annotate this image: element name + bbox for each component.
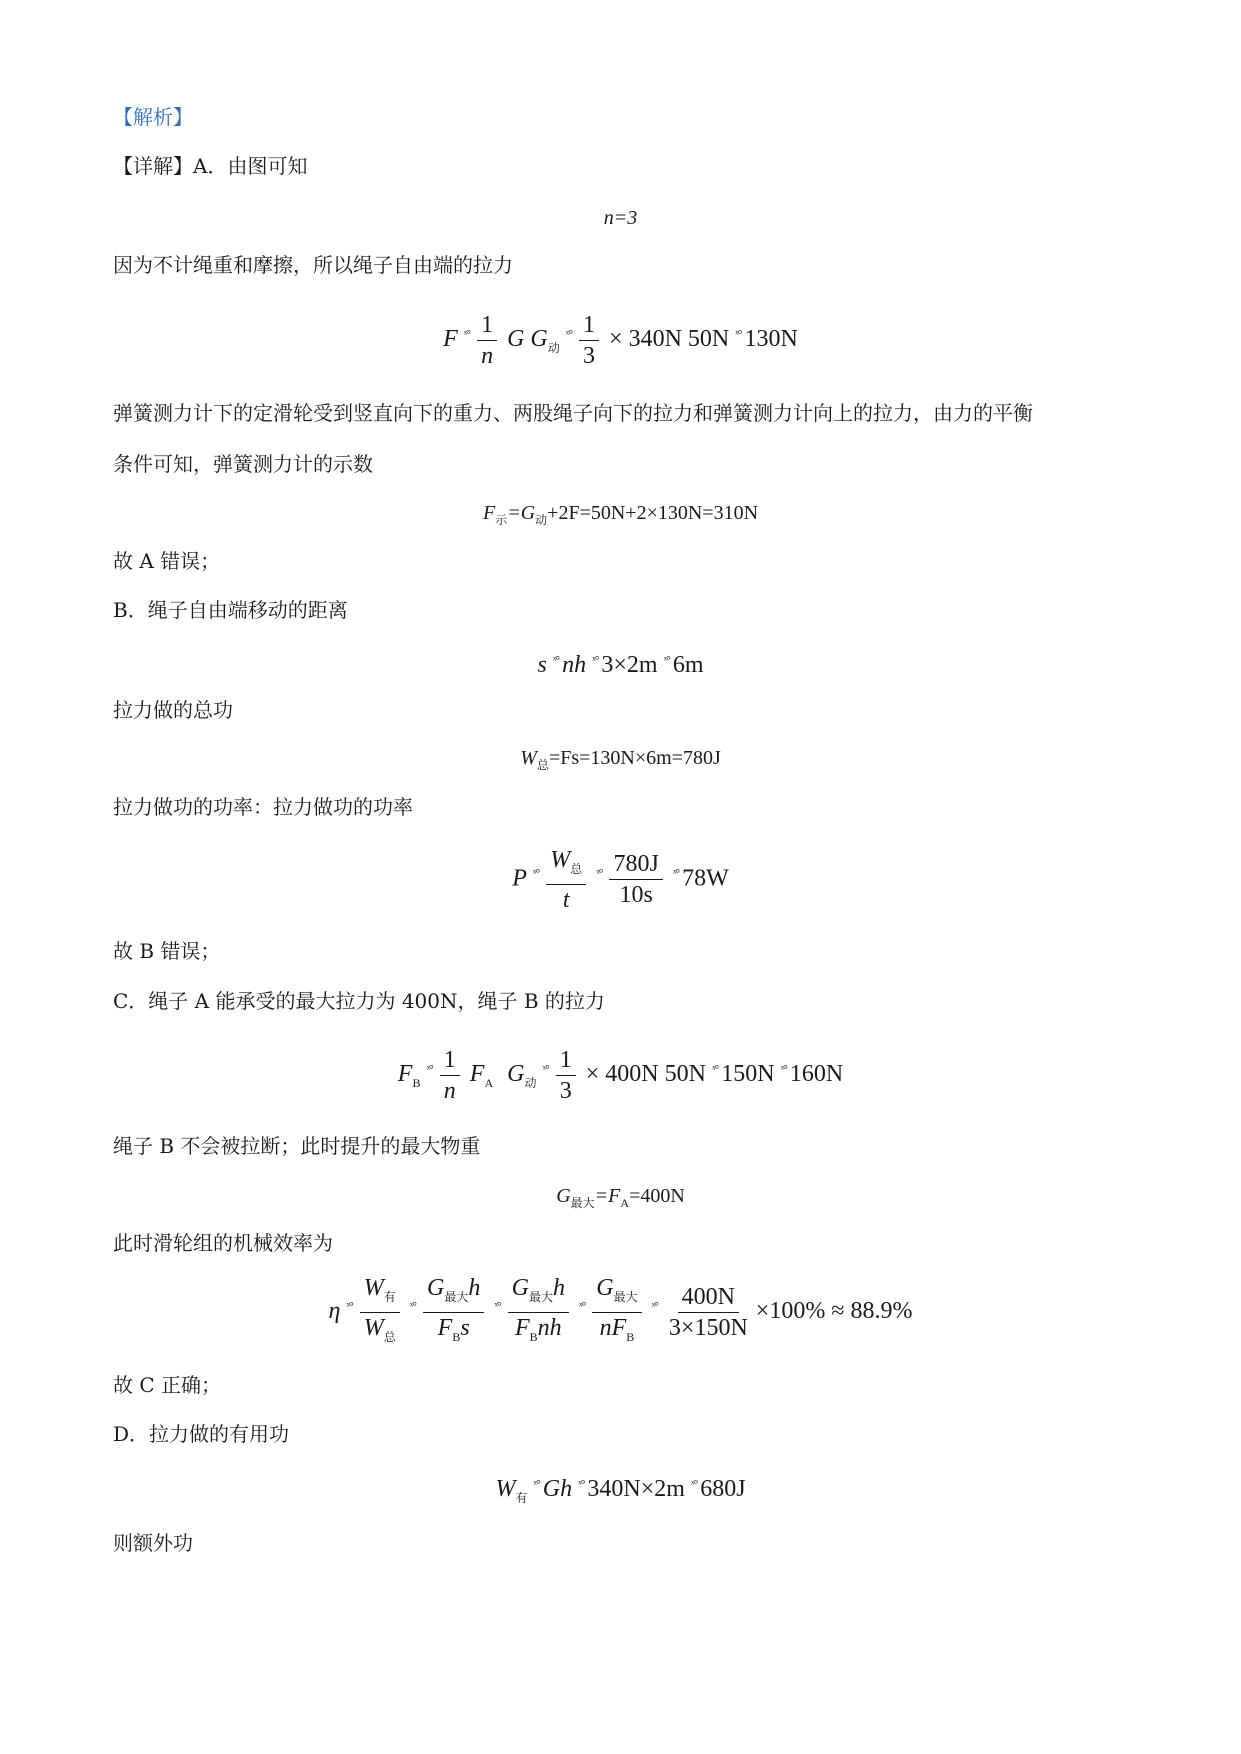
eq-fb-frac1-num: 1 xyxy=(440,1045,460,1076)
text-b2: 拉力做功的功率：拉力做功的功率 xyxy=(113,795,413,819)
eq-gmax xyxy=(0,1183,1241,1216)
analysis-label: 【解析】 xyxy=(113,105,193,129)
eq-eta-f2-num-tail: h xyxy=(468,1275,481,1301)
eq-eta-f3-den-sub: B xyxy=(529,1329,538,1344)
eq-p-mark: ˣ° xyxy=(532,866,540,881)
eq-s-nh: nh xyxy=(562,652,587,678)
eq-fb-r2: 160N xyxy=(789,1061,844,1088)
eq-p-mark2: ˣ° xyxy=(596,866,603,881)
conclusion-a: 故 A 错误； xyxy=(113,549,221,573)
eq-wzong xyxy=(0,745,1241,778)
eq-eta-f1-den: W xyxy=(363,1314,384,1341)
eq-wyou xyxy=(0,1469,1241,1513)
eq-eta-mark5: ˣ° xyxy=(651,1298,658,1313)
eq-f-tail: × 340N 50N xyxy=(609,326,730,353)
eq-fb-frac1 xyxy=(440,1045,460,1106)
text-a1: 因为不计绳重和摩擦，所以绳子自由端的拉力 xyxy=(113,253,513,277)
eq-fshi-eq: =G xyxy=(507,502,536,524)
eq-eta-f2 xyxy=(423,1273,484,1352)
eq-p-frac1-den: t xyxy=(562,886,570,913)
eq-eta-f4-num-sub: 最大 xyxy=(613,1289,638,1304)
eq-n xyxy=(0,205,1241,231)
eq-f-frac1-den: n xyxy=(481,343,494,369)
eq-s-mark2: ˣ° xyxy=(592,653,599,667)
eq-eta-f4-num: G xyxy=(596,1275,614,1301)
eq-wzong-lhs-sub: 总 xyxy=(536,758,549,772)
eq-wyou-mark: ˣ° xyxy=(533,1477,540,1491)
text-c2: 此时滑轮组的机械效率为 xyxy=(113,1231,333,1255)
eq-eta-mark3: ˣ° xyxy=(494,1298,501,1313)
eq-f xyxy=(0,310,1241,371)
eq-eta-f2-num: G xyxy=(426,1275,445,1301)
part-b-intro: B．绳子自由端移动的距离 xyxy=(113,598,348,622)
eq-p-result: 78W xyxy=(682,865,729,892)
eq-eta-f4 xyxy=(592,1273,641,1352)
eq-gmax-f-sub: A xyxy=(620,1196,630,1210)
eq-s-mark3: ˣ° xyxy=(663,653,670,667)
eq-eta-f3-num: G xyxy=(511,1275,529,1301)
eq-eta-f1 xyxy=(360,1273,400,1352)
eq-fb-tail: × 400N 50N xyxy=(585,1061,706,1088)
eq-eta-f4-den-wrap xyxy=(596,1313,639,1352)
eq-wzong-lhs: W xyxy=(520,747,537,769)
eq-f-frac1 xyxy=(477,310,497,371)
eq-gmax-lhs: G xyxy=(556,1185,571,1207)
eq-fb-frac1-den: n xyxy=(443,1078,456,1104)
text-a3: 条件可知，弹簧测力计的示数 xyxy=(113,452,373,476)
eq-fshi-lhs-sub: 示 xyxy=(495,513,508,527)
eq-f-frac1-num: 1 xyxy=(477,310,497,341)
eq-eta-f1-num: W xyxy=(363,1275,384,1301)
eq-fb xyxy=(0,1045,1241,1106)
eq-s-mark: ˣ° xyxy=(552,653,560,667)
part-c-intro: C．绳子 A 能承受的最大拉力为 400N，绳子 B 的拉力 xyxy=(113,989,605,1013)
eq-p-mark3: ˣ° xyxy=(672,866,680,881)
eq-eta-f5 xyxy=(665,1282,752,1343)
eq-fshi-lhs: F xyxy=(482,502,496,524)
eq-eta-f2-den-wrap xyxy=(434,1313,474,1352)
eq-fb-mid-sub: A xyxy=(484,1075,494,1090)
eq-eta-lhs: η xyxy=(328,1297,341,1324)
eq-wyou-mid: 340N×2m xyxy=(587,1476,685,1502)
eq-eta-f3-num-tail: h xyxy=(552,1275,565,1301)
eq-eta-f5-den: 3×150N xyxy=(668,1314,748,1341)
eq-s xyxy=(0,645,1241,680)
eq-f-mid: G G xyxy=(507,326,548,353)
text-a2: 弹簧测力计下的定滑轮受到竖直向下的重力、两股绳子向下的拉力和弹簧测力计向上的拉力，由力的平衡 xyxy=(113,401,1033,425)
eq-eta-f3 xyxy=(508,1273,569,1352)
eq-eta-f1-num-wrap xyxy=(360,1273,400,1313)
eq-p-frac1-num-wrap xyxy=(546,845,586,885)
conclusion-c: 故 C 正确； xyxy=(113,1373,222,1397)
eq-eta-f1-den-wrap xyxy=(360,1313,400,1352)
eq-eta-f4-den-sub: B xyxy=(626,1329,635,1344)
eq-eta-f2-den-tail: s xyxy=(460,1314,470,1341)
eq-eta-f2-num-wrap xyxy=(423,1273,484,1313)
eq-eta-f4-den: nF xyxy=(599,1314,627,1341)
eq-fb-mark4: ˣ° xyxy=(780,1062,787,1077)
eq-wyou-mark3: ˣ° xyxy=(690,1477,698,1491)
detail-line xyxy=(113,153,307,179)
eq-gmax-rest: =400N xyxy=(629,1185,685,1207)
eq-f-mark: ˣ° xyxy=(463,327,471,342)
eq-wyou-mark2: ˣ° xyxy=(578,1477,585,1491)
eq-eta-result: ×100% ≈ 88.9% xyxy=(755,1297,913,1324)
eq-eta-f4-num-wrap xyxy=(592,1273,641,1313)
eq-eta-f3-den: F xyxy=(514,1314,530,1341)
eq-wyou-lhs-sub: 有 xyxy=(515,1490,528,1505)
eq-wyou-result: 680J xyxy=(700,1476,746,1502)
eq-s-result: 6m xyxy=(672,652,704,678)
eq-f-frac2 xyxy=(579,310,599,371)
eq-fb-r1: 150N xyxy=(721,1061,775,1088)
part-d-intro: D．拉力做的有用功 xyxy=(113,1422,290,1446)
eq-f-result: 130N xyxy=(744,326,798,353)
eq-p-frac2-num: 780J xyxy=(609,849,662,880)
eq-gmax-eq: =F xyxy=(594,1185,621,1207)
eq-wyou-gh: Gh xyxy=(542,1476,573,1502)
eq-fb-frac2-num: 1 xyxy=(556,1045,576,1076)
conclusion-b: 故 B 错误； xyxy=(113,939,221,963)
eq-f-lhs: F xyxy=(443,326,458,353)
eq-eta-f3-num-sub: 最大 xyxy=(528,1289,553,1304)
eq-eta-f3-den-wrap xyxy=(511,1313,566,1352)
eq-p-frac2-den: 10s xyxy=(619,882,653,909)
eq-fb-frac2-den: 3 xyxy=(559,1078,572,1104)
part-a-intro: A．由图可知 xyxy=(193,154,308,178)
text-d1: 则额外功 xyxy=(113,1531,193,1555)
eq-fshi-g-sub: 动 xyxy=(535,513,548,527)
eq-f-mid-sub: 动 xyxy=(547,340,560,355)
eq-f-mark2: ˣ° xyxy=(565,327,573,342)
eq-fb-mark: ˣ° xyxy=(426,1062,433,1077)
eq-wyou-lhs: W xyxy=(495,1476,516,1502)
eq-p-frac1 xyxy=(546,845,586,915)
eq-f-frac2-den: 3 xyxy=(583,343,596,369)
eq-p-frac1-num-sub: 总 xyxy=(570,861,583,876)
eq-eta-f5-num: 400N xyxy=(678,1282,739,1313)
eq-n-text: n=3 xyxy=(603,207,638,229)
eq-fshi-rest: +2F=50N+2×130N=310N xyxy=(547,502,759,524)
eq-fb-lhs-sub: B xyxy=(412,1075,421,1090)
eq-gmax-lhs-sub: 最大 xyxy=(570,1196,595,1210)
detail-label: 【详解】 xyxy=(113,154,193,178)
eq-fb-mid: F xyxy=(469,1061,485,1088)
eq-eta-mark2: ˣ° xyxy=(409,1298,416,1313)
eq-fshi xyxy=(0,500,1241,533)
eq-eta-f2-num-sub: 最大 xyxy=(444,1289,469,1304)
eq-eta xyxy=(0,1273,1241,1352)
eq-fb-frac2 xyxy=(556,1045,576,1106)
eq-p-frac1-num: W xyxy=(550,847,571,873)
text-b1: 拉力做的总功 xyxy=(113,698,233,722)
eq-fb-lhs: F xyxy=(397,1061,413,1088)
eq-fb-g-sub: 动 xyxy=(524,1075,537,1090)
eq-eta-f1-num-sub: 有 xyxy=(383,1289,396,1304)
eq-fb-mark3: ˣ° xyxy=(711,1062,719,1077)
eq-fb-mark2: ˣ° xyxy=(542,1062,549,1077)
eq-eta-f1-den-sub: 总 xyxy=(383,1329,396,1344)
eq-s-lhs: s xyxy=(537,652,547,678)
eq-p-lhs: P xyxy=(512,865,527,892)
eq-f-frac2-num: 1 xyxy=(579,310,599,341)
eq-eta-mark: ˣ° xyxy=(346,1298,353,1313)
eq-f-mark3: ˣ° xyxy=(735,327,742,342)
eq-eta-f2-den-sub: B xyxy=(452,1329,461,1344)
eq-fb-g: G xyxy=(507,1061,525,1088)
eq-s-mid: 3×2m xyxy=(601,652,658,678)
eq-p xyxy=(0,845,1241,915)
eq-eta-mark4: ˣ° xyxy=(578,1298,586,1313)
eq-eta-f3-num-wrap xyxy=(508,1273,569,1313)
eq-eta-f3-den-tail: nh xyxy=(537,1314,562,1341)
text-c1: 绳子 B 不会被拉断；此时提升的最大物重 xyxy=(113,1134,481,1158)
eq-p-frac2 xyxy=(609,849,662,910)
eq-wzong-rest: =Fs=130N×6m=780J xyxy=(548,747,721,769)
eq-eta-f2-den: F xyxy=(437,1314,453,1341)
